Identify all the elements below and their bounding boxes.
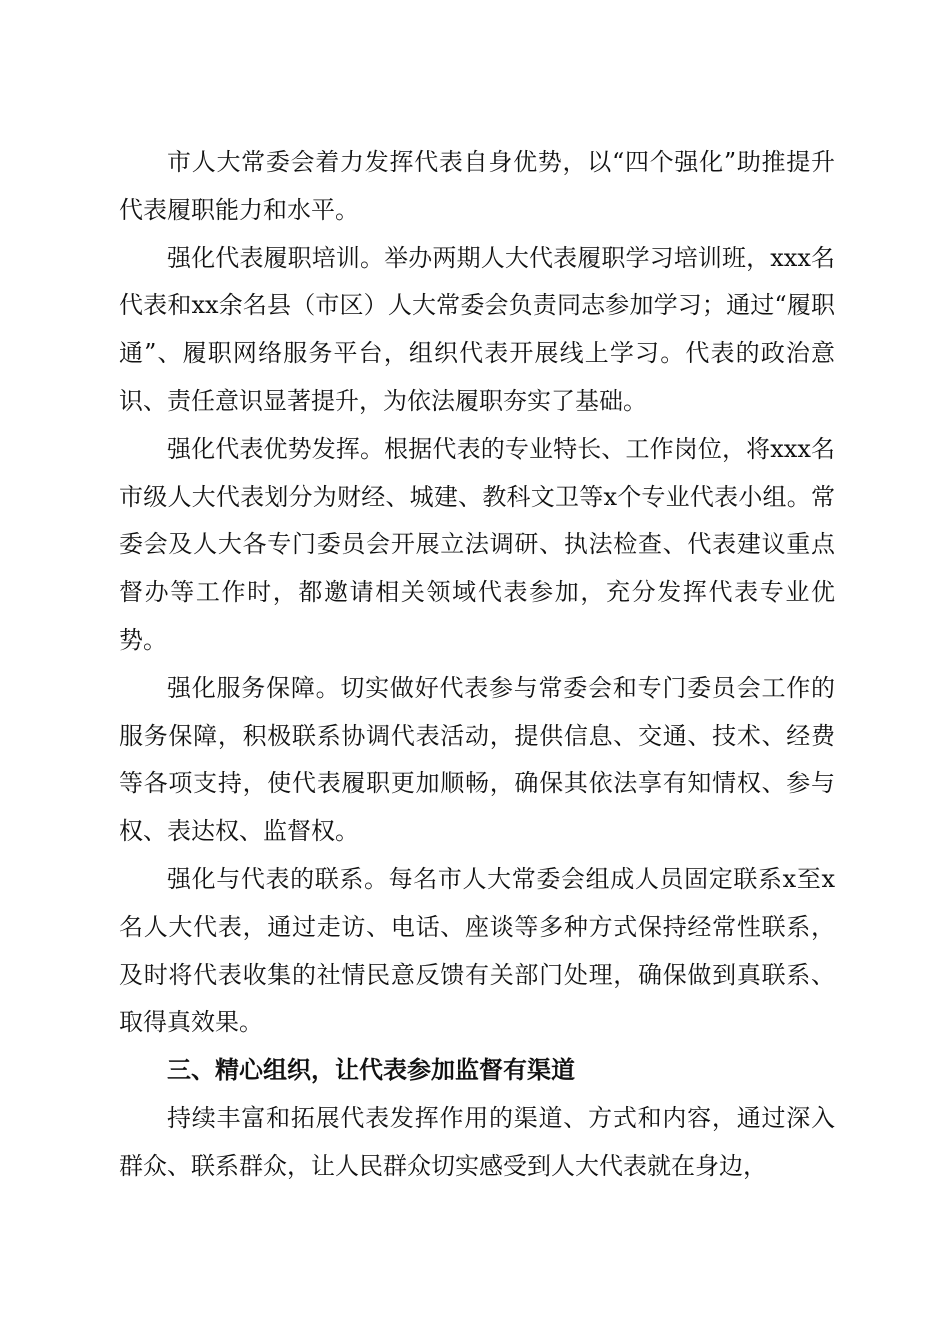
training-paragraph: 强化代表履职培训。举办两期人大代表履职学习培训班，xxx名代表和xx余名县（市区）人大常委会负责同志参加学习；通过“履职通”、履职网络服务平台，组织代表开展线上学习。代表的政治意识、责任意识显著提升，为依法履职夯实了基础。 [119,243,835,415]
intro-paragraph: 市人大常委会着力发挥代表自身优势，以“四个强化”助推提升代表履职能力和水平。 [119,148,835,224]
advantage-paragraph: 强化代表优势发挥。根据代表的专业特长、工作岗位，将xxx名市级人大代表划分为财经、城建、教科文卫等x个专业代表小组。常委会及人大各专门委员会开展立法调研、执法检查、代表建议重点督办等工作时，都邀请相关领域代表参加，充分发挥代表专业优势。 [119,434,835,654]
document-body [119,139,835,1191]
section-heading: 三、精心组织，让代表参加监督有渠道 [167,1056,575,1085]
closing-paragraph: 持续丰富和拓展代表发挥作用的渠道、方式和内容，通过深入群众、联系群众，让人民群众切实感受到人大代表就在身边， [119,1103,835,1180]
contact-paragraph: 强化与代表的联系。每名市人大常委会组成人员固定联系x至x名人大代表，通过走访、电话、座谈等多种方式保持经常性联系，及时将代表收集的社情民意反馈有关部门处理，确保做到真联系、取得真效果。 [119,864,835,1037]
service-paragraph: 强化服务保障。切实做好代表参与常委会和专门委员会工作的服务保障，积极联系协调代表活动，提供信息、交通、技术、经费等各项支持，使代表履职更加顺畅，确保其依法享有知情权、参与权、表达权、监督权。 [119,673,835,846]
